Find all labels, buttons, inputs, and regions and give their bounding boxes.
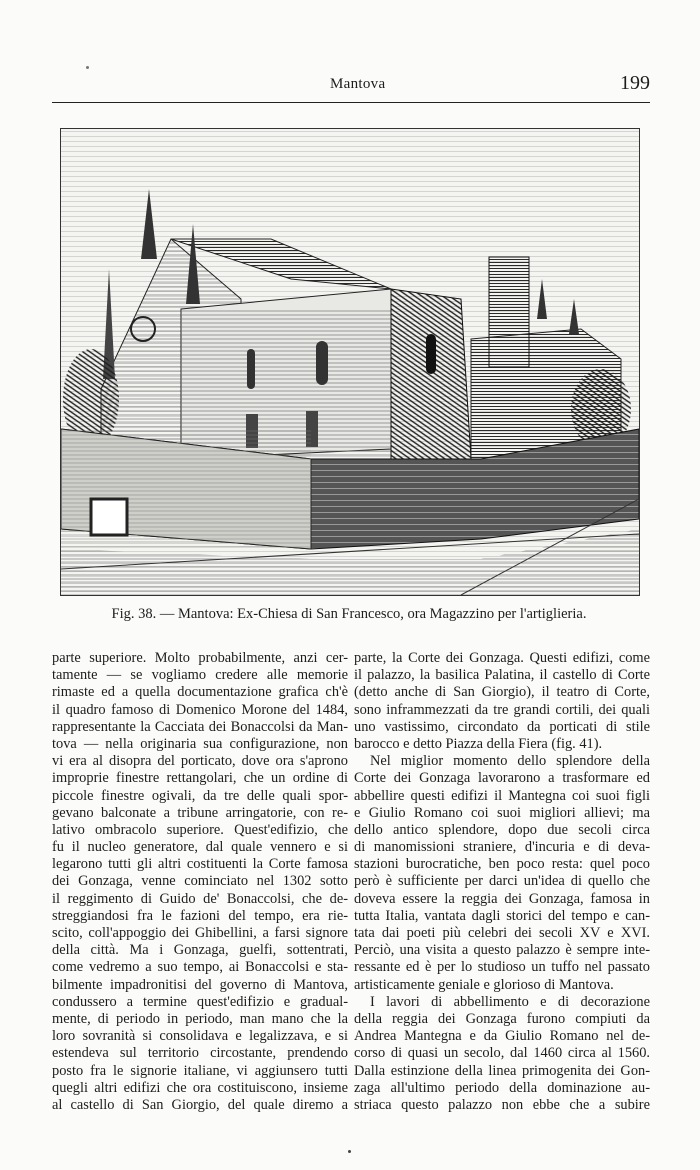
text-line: Perciò, una visita a questo palazzo è sempre inte- <box>354 942 650 959</box>
text-line: Nel miglior momento dello splendore della <box>370 753 650 770</box>
page-header <box>52 72 650 98</box>
text-line: zaga all'ultimo periodo della dominazione au- <box>354 1079 650 1096</box>
text-line: tamente — se vogliamo credere alle memorie <box>52 667 348 684</box>
text-line: come vedremo a suo tempo, ai Bonaccolsi e sta- <box>52 959 348 976</box>
text-line: ressante ed è per lo studioso un tuffo nel passato <box>354 959 650 976</box>
text-line: condussero a termine quest'edifizio e gradual- <box>52 993 348 1010</box>
text-line: abbellire questi edifizi il Mantegna coi suoi figli <box>354 787 650 804</box>
text-line: mente, di periodo in periodo, man mano che la <box>52 1010 348 1027</box>
text-line: estendeva sul territorio circostante, prendendo <box>52 1045 348 1062</box>
text-line: streggiandosi fra le fazioni del tempo, era rie- <box>52 907 348 924</box>
text-line: tutta Italia, vantata dagli storici del tempo e can- <box>354 907 650 924</box>
running-title: Mantova <box>330 76 386 92</box>
text-line: al castello di San Giorgio, del quale diremo a <box>52 1096 348 1113</box>
text-line: corso di quasi un secolo, dal 1460 circa al 1560. <box>354 1045 650 1062</box>
text-line: Dalla estinzione della linea primogenita dei Gon- <box>354 1062 650 1079</box>
text-line: però è sufficiente per darci un'idea di quello che <box>354 873 650 890</box>
text-line: I lavori di abbellimento e di decorazione <box>370 993 650 1010</box>
text-line: il palazzo, la basilica Palatina, il castello di Corte <box>354 667 650 684</box>
text-line: stazioni burocratiche, ben poco resta: quel poco <box>354 856 650 873</box>
text-line: Corte dei Gonzaga lavorarono a trasformare ed <box>354 770 650 787</box>
engraving-church-icon <box>61 129 639 595</box>
text-line: improprie finestre rettangolari, che un ordine di <box>52 770 348 787</box>
text-line: tova — nella originaria sua configurazione, non <box>52 735 348 752</box>
text-line: loro sovranità si consolidava e legalizzava, e si <box>52 1028 348 1045</box>
text-line: rappresentante la Cacciata dei Bonaccolsi da Man- <box>52 718 348 735</box>
text-line: scito, coll'appoggio dei Ghibellini, a farsi signore <box>52 925 348 941</box>
text-line: e Giulio Romano coi suoi migliori allievi; ma <box>354 804 650 821</box>
text-line: doveva essere la reggia dei Gonzaga, famosa in <box>354 890 650 907</box>
header-rule <box>52 102 650 103</box>
text-line: rimaste ed a quella documentazione grafica ch'è <box>52 684 348 701</box>
text-line: lativo ombracolo superiore. Quest'edifizio, che <box>52 821 348 838</box>
text-line: quegli altri edifizi che ora costituiscono, insieme <box>52 1079 348 1096</box>
text-line: uno vastissimo, circondato da porticati di stile <box>354 718 650 735</box>
text-line: tata dai poeti più celebri dei secoli XV e XVI. <box>354 925 650 941</box>
text-line: fu il nucleo generatore, dal quale vennero e si <box>52 839 348 856</box>
print-speck <box>348 1150 351 1153</box>
text-line: sono inframmezzati da tre grandi cortili, dei quali <box>354 701 650 718</box>
text-line: artisticamente geniale e glorioso di Mantova. <box>354 976 614 993</box>
text-line: bilmente impadronitisi del governo di Mantova, <box>52 976 348 993</box>
text-column-right <box>354 650 650 1114</box>
text-line: striaca questo palazzo non ebbe che a subire <box>354 1096 650 1113</box>
text-line: della città. Ma i Gonzaga, guelfi, sottentrati, <box>52 942 348 959</box>
text-line: dei Gonzaga, venne cominciato nel 1302 sotto <box>52 873 348 890</box>
text-line: parte, la Corte dei Gonzaga. Questi edifizi, come <box>354 650 650 666</box>
text-line: vi era al disopra del porticato, dove ora s'aprono <box>52 753 348 770</box>
text-line: (detto anche di San Giorgio), il teatro di Corte, <box>354 684 650 701</box>
text-line: della reggia dei Gonzaga furono compiuti da <box>354 1010 650 1027</box>
text-line: gevano balconate a tribune arringatorie, con re- <box>52 804 348 821</box>
page-number: 199 <box>620 72 650 94</box>
text-line: barocco e detto Piazza della Fiera (fig. 41). <box>354 735 603 752</box>
text-column-left <box>52 650 348 1114</box>
text-line: legarono tutti gli altri costituenti la Corte famosa <box>52 856 348 873</box>
text-line: parte superiore. Molto probabilmente, anzi cer- <box>52 650 348 666</box>
text-line: di manomissioni straniere, d'incuria e di deva- <box>354 839 650 856</box>
text-line: il reggimento di Guido de' Bonaccolsi, che de- <box>52 890 348 907</box>
text-line: piccole finestre ogivali, da tre delle quali spor- <box>52 787 348 804</box>
text-line: Andrea Mantegna e da Giulio Romano nel de- <box>354 1028 650 1045</box>
figure-illustration <box>60 128 640 596</box>
print-speck <box>86 66 89 69</box>
text-line: posto fra le signorie italiane, vi aggiunsero tutti <box>52 1062 348 1079</box>
text-line: dello antico splendore, dopo due secoli circa <box>354 821 650 838</box>
text-line: il quadro famoso di Domenico Morone del 1484, <box>52 701 348 718</box>
figure-caption: Fig. 38. — Mantova: Ex-Chiesa di San Francesco, ora Magazzino per l'artiglieria. <box>111 606 587 622</box>
